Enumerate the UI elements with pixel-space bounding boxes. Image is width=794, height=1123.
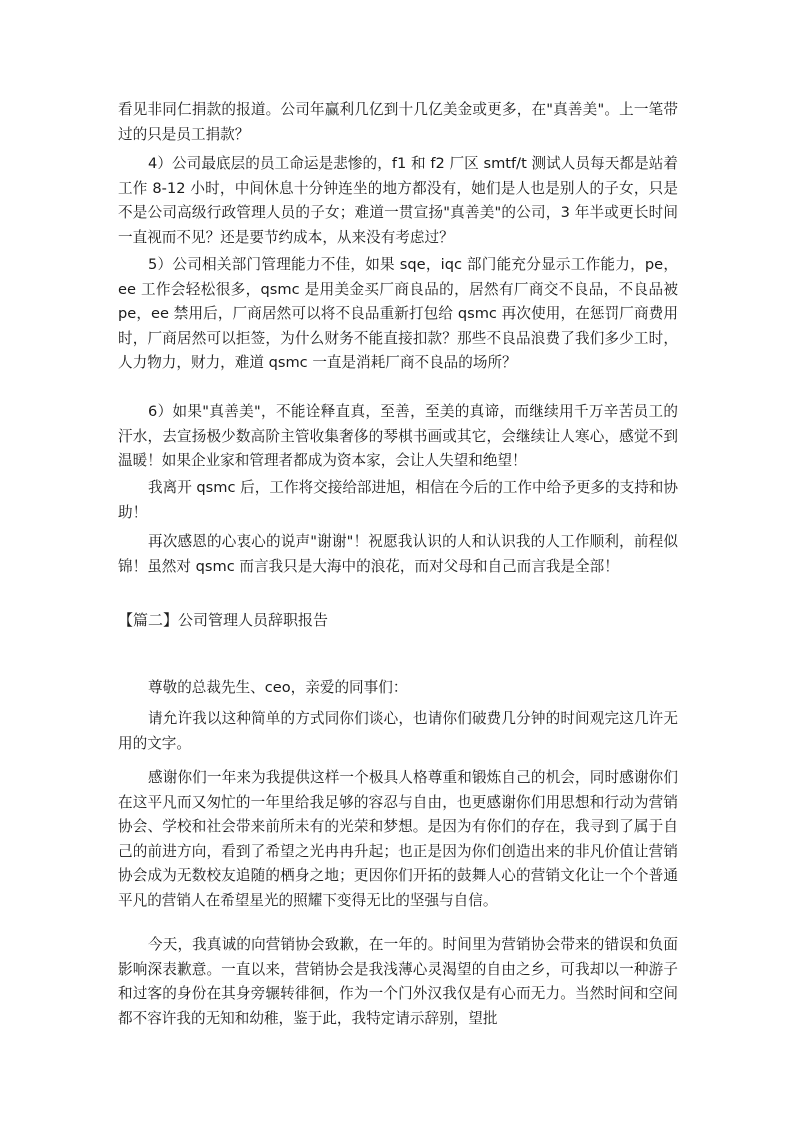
section-heading: 【篇二】公司管理人员辞职报告 <box>118 611 329 629</box>
paragraph-1: 看见非同仁捐款的报道。公司年赢利几亿到十几亿美金或更多，在"真善美"。上一笔带过的只是员工捐款？ <box>118 101 678 143</box>
paragraph-3: 5）公司相关部门管理能力不佳，如果 sqe，iqc 部门能充分显示工作能力，pe，ee 工作会轻松很多，qsmc 是用美金买厂商良品的，居然有厂商交不良品，不良品被 pe，ee 禁用后，厂商居然可以将不良品重新打包给 qsmc 再次使用，在惩罚厂商费用时，厂商居然可以拒签，为什么财务不能直接扣款？那些不良品浪费了我们多少工时，人力物力，财力，难道 qsmc 一直是消耗厂商不良品的场所？ <box>118 256 678 371</box>
paragraph-9: 今天，我真诚的向营销协会致歉，在一年的。时间里为营销协会带来的错误和负面影响深表歉意。一直以来，营销协会是我浅薄心灵渴望的自由之乡，可我却以一种游子和过客的身份在其身旁辗转徘徊，作为一个门外汉我仅是有心而无力。当然时间和空间都不容许我的无知和幼稚，鉴于此，我特定请示辞别，望批 <box>118 936 678 1027</box>
paragraph-4: 6）如果"真善美"，不能诠释直真，至善，至美的真谛，而继续用千万辛苦员工的汗水，去宣扬极少数高阶主管收集奢侈的琴棋书画或其它，会继续让人寒心，感觉不到温暖！如果企业家和管理者都成为资本家，会让人失望和绝望！ <box>118 403 678 469</box>
paragraph-8: 感谢你们一年来为我提供这样一个极具人格尊重和锻炼自己的机会，同时感谢你们在这平凡而又匆忙的一年里给我足够的容忍与自由，也更感谢你们用思想和行动为营销协会、学校和社会带来前所未有的光荣和梦想。是因为有你们的存在，我寻到了属于自己的前进方向，看到了希望之光冉冉升起；也正是因为你们创造出来的非凡价值让营销协会成为无数校友追随的栖身之地；更因你们开拓的鼓舞人心的营销文化让一个个普通平凡的营销人在希望星光的照耀下变得无比的坚强与自信。 <box>118 769 678 909</box>
paragraph-7: 请允许我以这种简单的方式同你们谈心，也请你们破费几分钟的时间观完这几许无用的文字。 <box>118 710 678 752</box>
paragraph-5: 我离开 qsmc 后，工作将交接给部进旭，相信在今后的工作中给予更多的支持和协助！ <box>118 479 678 521</box>
salutation: 尊敬的总裁先生、ceo，亲爱的同事们： <box>148 679 408 696</box>
paragraph-6: 再次感恩的心衷心的说声"谢谢"！祝愿我认识的人和认识我的人工作顺利，前程似锦！虽然对 qsmc 而言我只是大海中的浪花，而对父母和自己而言我是全部！ <box>118 533 678 575</box>
paragraph-2: 4）公司最底层的员工命运是悲惨的，f1 和 f2 厂区 smtf/t 测试人员每天都是站着工作 8-12 小时，中间休息十分钟连坐的地方都没有，她们是人也是别人的子女，只是不是公司高级行政管理人员的子女；难道一贯宣扬"真善美"的公司，3 年半或更长时间一直视而不见？还是要节约成本，从来没有考虑过？ <box>118 155 678 246</box>
